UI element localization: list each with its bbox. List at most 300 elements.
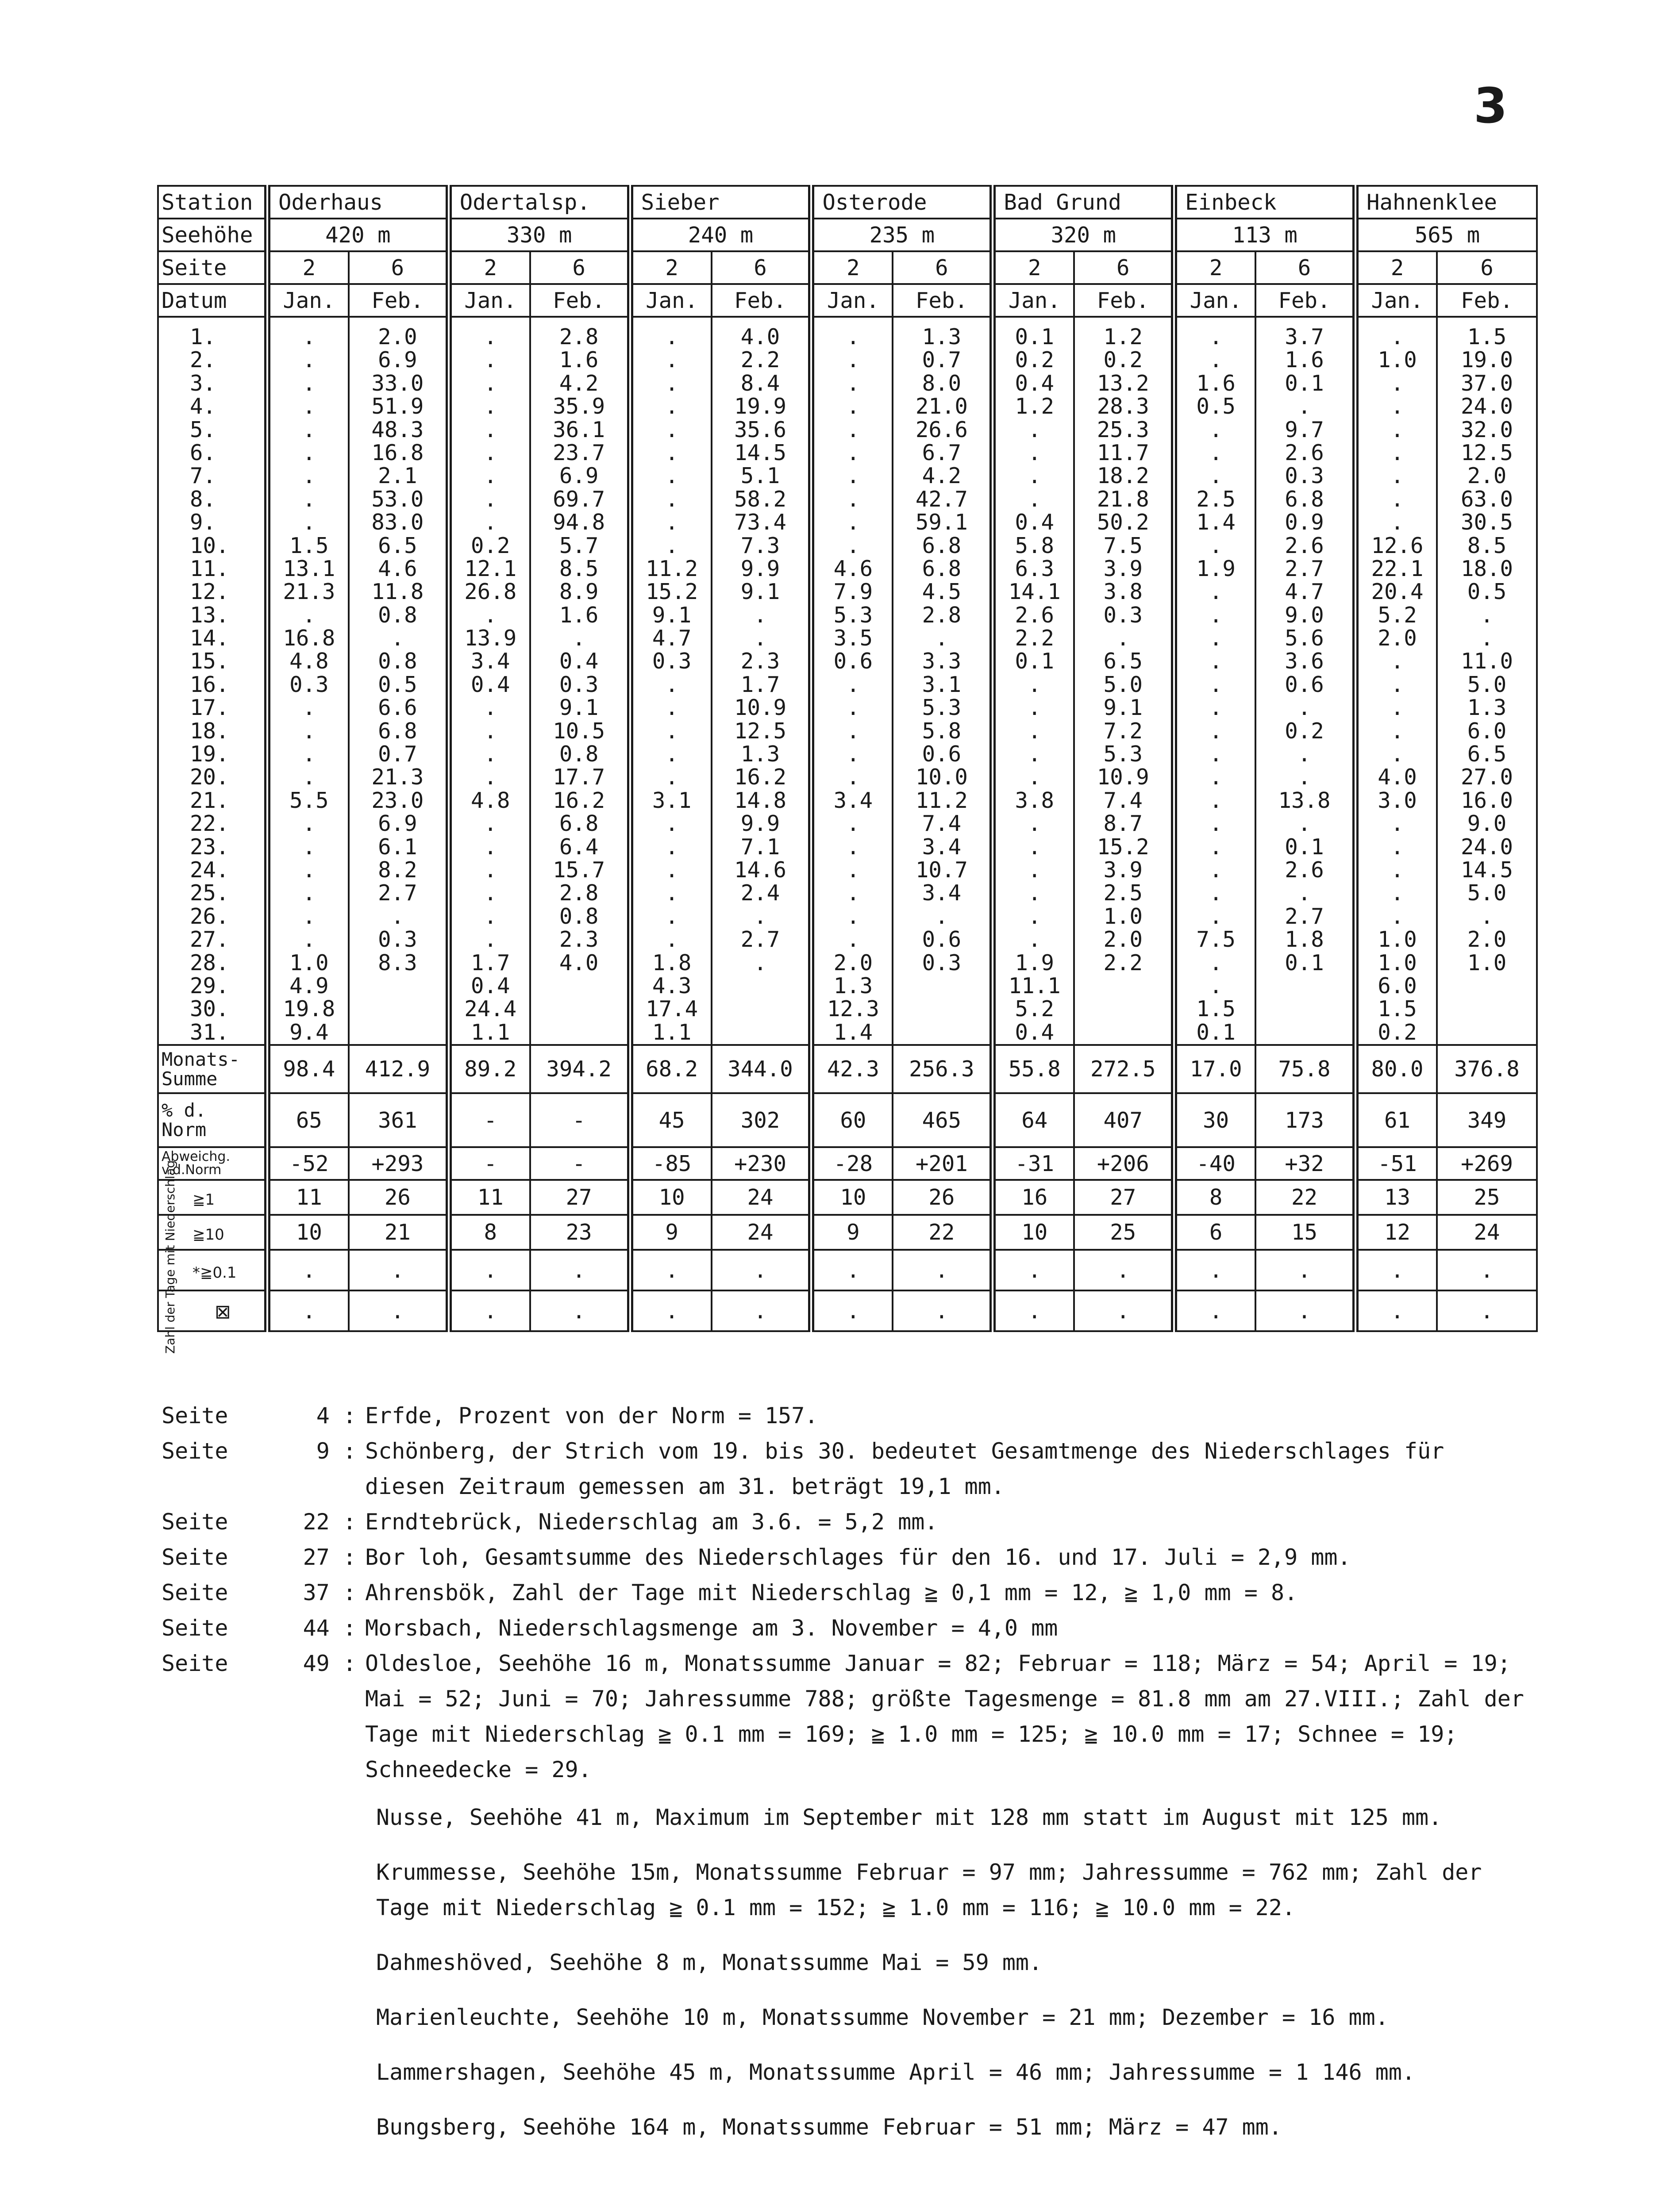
daily-column [1074,317,1174,1045]
daily-value: 9.0 [1467,811,1507,837]
daily-value: 22.1 [1371,556,1424,581]
daily-value: 0.4 [1015,370,1055,396]
abweichung-value: -31 [993,1147,1074,1180]
daily-value: 8.0 [922,370,962,396]
daily-value: 5.3 [1103,741,1143,767]
tage-ge-10-value: 12 [1355,1215,1437,1250]
daily-value: . [1028,880,1041,906]
daily-value: 3.4 [833,787,873,813]
daily-value: 0.3 [378,927,417,952]
daily-column [811,317,893,1045]
daily-value: 5.0 [1103,672,1143,697]
daily-column [993,317,1074,1045]
daily-value: 6.5 [1103,649,1143,674]
daily-value: . [1028,486,1041,512]
daily-value: 6.6 [378,695,417,721]
daily-value: 7.5 [1103,533,1143,558]
daily-value: . [484,602,497,628]
daily-value: 13.9 [464,626,517,651]
daily-value: . [1390,324,1404,349]
daily-value: 1.3 [922,324,962,349]
column-month: Feb. [1074,284,1174,317]
monatssumme-value: 42.3 [811,1045,893,1093]
footnote-num: 49 : [303,1651,356,1676]
daily-value: 21.3 [283,579,335,605]
daily-value: 13.2 [1097,370,1149,396]
daily-value: 12.5 [1460,440,1513,465]
schneedecke-value: . [811,1290,893,1331]
daily-value: 2.8 [922,602,962,628]
daily-value: . [665,510,678,535]
day-label: 2. [190,347,216,373]
column-seite: 2 [630,251,712,284]
daily-value: 0.1 [1285,370,1324,396]
daily-value: 2.0 [378,324,417,349]
station-elevation: 240 m [630,219,812,251]
daily-value: . [484,417,497,442]
daily-value: 6.8 [922,533,962,558]
day-label: 26. [190,903,229,929]
daily-value: . [665,417,678,442]
footnote-num: 27 : [303,1544,356,1570]
daily-value: 2.7 [1285,556,1324,581]
daily-value: . [847,857,860,883]
daily-value: . [847,927,860,952]
daily-value: 16.2 [734,764,787,790]
daily-value: 10.7 [915,857,968,883]
daily-value: 2.6 [1285,533,1324,558]
footnote-label: Seite [162,1580,228,1605]
daily-value: . [1209,973,1223,998]
daily-value: 6.5 [1467,741,1507,767]
daily-value: . [391,903,404,929]
daily-value: 2.2 [1103,950,1143,975]
day-labels [158,317,267,1045]
schneedecke-value: . [1174,1290,1255,1331]
snow-text: *≧0.1 [192,1263,237,1282]
daily-value: 4.5 [922,579,962,605]
daily-value: 5.7 [559,533,599,558]
schneedecke-value: . [1255,1290,1355,1331]
daily-value: . [302,347,316,373]
daily-value: 1.3 [1467,695,1507,721]
daily-value: . [1028,718,1041,744]
daily-value [1441,975,1532,998]
daily-value: . [302,811,316,837]
daily-value: 1.9 [1015,950,1055,975]
pct-norm-value: 30 [1174,1093,1255,1147]
daily-value: 5.6 [1285,626,1324,651]
daily-value: . [935,626,948,651]
daily-value: . [1297,741,1311,767]
daily-value: . [1390,370,1404,396]
daily-value: . [1390,903,1404,929]
daily-value: 2.3 [740,649,780,674]
daily-value: 35.6 [734,417,787,442]
schnee-row [158,1250,1537,1290]
daily-value: . [1028,903,1041,929]
column-month: Jan. [811,284,893,317]
day-label: 24. [190,857,229,883]
schnee-value: . [1437,1250,1537,1290]
daily-value: 11.7 [1097,440,1149,465]
abweichung-value: +293 [349,1147,449,1180]
daily-value: 9.1 [559,695,599,721]
daily-value: 3.4 [922,880,962,906]
daily-value: 6.0 [1467,718,1507,744]
daily-value: 1.0 [1103,903,1143,929]
monatssumme-value: 412.9 [349,1045,449,1093]
daily-value: 2.8 [559,880,599,906]
daily-value: . [1209,834,1223,860]
daily-value: 8.3 [378,950,417,975]
daily-column [1174,317,1255,1045]
daily-value: . [1390,417,1404,442]
daily-value: . [847,695,860,721]
daily-value: 0.3 [652,649,692,674]
daily-value: 14.1 [1008,579,1061,605]
abweichung-row [158,1147,1537,1180]
daily-value: 0.1 [1285,950,1324,975]
daily-value: 1.5 [289,533,329,558]
column-month: Feb. [349,284,449,317]
daily-value: . [1209,417,1223,442]
daily-value: . [302,324,316,349]
daily-value: 7.4 [1103,787,1143,813]
footnote-text: Schönberg, der Strich vom 19. bis 30. bedeutet Gesamtmenge des Niederschlages für diesen Zeitraum gemessen am 31. beträgt 19,1 mm. [365,1438,1444,1499]
footnote-label: Seite [162,1615,228,1641]
daily-value: 0.9 [1285,510,1324,535]
daily-value [535,1021,624,1044]
daily-value: 16.8 [283,626,335,651]
schnee-value: . [993,1250,1074,1290]
schnee-value: . [349,1250,449,1290]
tage-ge-1-value: 10 [811,1180,893,1215]
daily-value: 2.7 [1285,903,1324,929]
daily-value: 6.8 [922,556,962,581]
elevation-row [158,219,1537,251]
daily-value: 35.9 [553,394,605,419]
column-seite: 2 [1355,251,1437,284]
tage-ge-1-value: 26 [893,1180,993,1215]
footnote-text: Bor loh, Gesamtsumme des Niederschlages für den 16. und 17. Juli = 2,9 mm. [365,1544,1351,1570]
daily-value [1441,1021,1532,1044]
column-seite: 6 [1255,251,1355,284]
abweichung-value: -28 [811,1147,893,1180]
daily-value: 8.5 [559,556,599,581]
daily-value: . [665,811,678,837]
daily-value: 9.1 [652,602,692,628]
daily-value: 7.9 [833,579,873,605]
daily-value: . [302,440,316,465]
day-label: 16. [190,672,229,697]
daily-value: 9.1 [740,579,780,605]
daily-value: 1.0 [1467,950,1507,975]
daily-value: 0.3 [559,672,599,697]
daily-value: 6.9 [378,347,417,373]
daily-value: 42.7 [915,486,968,512]
daily-value: . [847,811,860,837]
daily-value: 53.0 [371,486,424,512]
footnote [162,1646,1533,1787]
daily-value: . [665,440,678,465]
footnote-text: Erndtebrück, Niederschlag am 3.6. = 5,2 mm. [365,1509,938,1535]
daily-value: 3.7 [1285,324,1324,349]
daily-value: . [1209,787,1223,813]
daily-value: 1.0 [1378,950,1417,975]
monatssumme-value: 17.0 [1174,1045,1255,1093]
daily-value: 2.8 [559,324,599,349]
tage-ge-1-value: 13 [1355,1180,1437,1215]
daily-value: 0.4 [1015,510,1055,535]
daily-value: 4.9 [289,973,329,998]
day-label: 20. [190,764,229,790]
daily-value: 0.3 [289,672,329,697]
daily-value: . [935,903,948,929]
daily-value: 6.9 [378,811,417,837]
daily-value: . [847,370,860,396]
station-name: Einbeck [1174,186,1355,219]
tage-ge-10-value: 21 [349,1215,449,1250]
daily-value: 0.8 [559,903,599,929]
station-name: Bad Grund [993,186,1174,219]
daily-value: . [847,764,860,790]
daily-value: 1.6 [1196,370,1236,396]
column-month: Jan. [449,284,530,317]
day-label: 8. [190,486,216,512]
daily-value: 21.0 [915,394,968,419]
day-label: 15. [190,649,229,674]
daily-value: 1.3 [833,973,873,998]
daily-value: 4.2 [559,370,599,396]
daily-value: . [1390,440,1404,465]
day-label: 6. [190,440,216,465]
tage-ge-1-value: 11 [267,1180,349,1215]
pct-norm-row [158,1093,1537,1147]
daily-value [897,998,986,1021]
monatssumme-value: 256.3 [893,1045,993,1093]
daily-value: 1.0 [1378,927,1417,952]
pct-norm-value: 60 [811,1093,893,1147]
pct-norm-value: 302 [712,1093,812,1147]
daily-value: 5.0 [1467,672,1507,697]
daily-column [893,317,993,1045]
daily-value: 5.8 [922,718,962,744]
daily-value [535,975,624,998]
daily-value: . [484,394,497,419]
daily-value [716,998,805,1021]
daily-value: 4.2 [922,463,962,489]
daily-value: 17.7 [553,764,605,790]
schneedecke-value: . [449,1290,530,1331]
column-month: Feb. [893,284,993,317]
station-elevation: 320 m [993,219,1174,251]
daily-value: 0.1 [1015,324,1055,349]
daily-column [267,317,349,1045]
column-seite: 2 [449,251,530,284]
daily-value: . [1390,857,1404,883]
daily-value: 11.1 [1008,973,1061,998]
daily-value: 14.5 [734,440,787,465]
daily-value: 3.5 [833,626,873,651]
daily-value [353,998,442,1021]
daily-value: 12.6 [1371,533,1424,558]
daily-value: 6.4 [559,834,599,860]
pct-norm-value: 349 [1437,1093,1537,1147]
daily-value: 1.0 [289,950,329,975]
daily-value: . [1297,394,1311,419]
daily-value: . [665,927,678,952]
day-label: 13. [190,602,229,628]
daily-value: 10.9 [734,695,787,721]
seite-row [158,251,1537,284]
abweichung-value: +206 [1074,1147,1174,1180]
daily-value: . [302,834,316,860]
daily-column [630,317,712,1045]
daily-value: 19.0 [1460,347,1513,373]
column-seite: 2 [993,251,1074,284]
daily-value: 4.7 [652,626,692,651]
pct-norm-value: 64 [993,1093,1074,1147]
column-seite: 6 [893,251,993,284]
daily-value: 7.1 [740,834,780,860]
daily-value: 4.6 [378,556,417,581]
daily-value: . [484,510,497,535]
daily-value: 83.0 [371,510,424,535]
daily-value: . [1209,764,1223,790]
daily-value: . [1209,880,1223,906]
daily-value: 24.0 [1460,394,1513,419]
daily-value: . [1209,649,1223,674]
daily-value: . [1209,950,1223,975]
daily-value: 1.6 [559,347,599,373]
daily-value: . [1028,463,1041,489]
daily-value: 9.1 [1103,695,1143,721]
daily-value: . [1209,695,1223,721]
daily-value: 5.5 [289,787,329,813]
daily-value: 12.1 [464,556,517,581]
seite-label: Seite [158,251,267,284]
daily-value: 59.1 [915,510,968,535]
column-seite: 6 [349,251,449,284]
tage-ge-1-value: 26 [349,1180,449,1215]
daily-value: 11.2 [646,556,698,581]
column-month: Feb. [530,284,630,317]
daily-value: 16.8 [371,440,424,465]
extra-note: Nusse, Seehöhe 41 m, Maximum im September mit 128 mm statt im August mit 125 mm. [376,1805,1442,1830]
daily-value: 3.1 [922,672,962,697]
station-name: Oderhaus [267,186,449,219]
schnee-value: . [1074,1250,1174,1290]
daily-value: 11.8 [371,579,424,605]
footnote-text: Erfde, Prozent von der Norm = 157. [365,1403,818,1429]
day-label: 5. [190,417,216,442]
station-name: Osterode [811,186,993,219]
daily-value: 1.7 [740,672,780,697]
daily-value: 7.2 [1103,718,1143,744]
daily-value: 3.8 [1015,787,1055,813]
daily-value: 1.3 [740,741,780,767]
daily-value: 0.4 [470,672,510,697]
daily-value: . [302,927,316,952]
schneedecke-row [158,1290,1537,1331]
footnote [162,1398,1533,1433]
datum-label: Datum [158,284,267,317]
daily-value: . [1209,811,1223,837]
daily-value: 5.2 [1015,996,1055,1022]
daily-value: 73.4 [734,510,787,535]
daily-value: . [302,741,316,767]
daily-value: . [754,903,767,929]
daily-value: 51.9 [371,394,424,419]
daily-value: . [1028,672,1041,697]
tage-ge-10-value: 22 [893,1215,993,1250]
daily-value [353,975,442,998]
daily-value: 3.0 [1378,787,1417,813]
page-number: 3 [1474,77,1508,134]
daily-value: 19.9 [734,394,787,419]
daily-value: 0.6 [922,741,962,767]
tage-ge-10-value: 24 [712,1215,812,1250]
day-label: 12. [190,579,229,605]
abweichung-value: +269 [1437,1147,1537,1180]
daily-value [716,1021,805,1044]
daily-value: 2.5 [1196,486,1236,512]
pct-norm-value: 465 [893,1093,993,1147]
daily-value: 8.7 [1103,811,1143,837]
daily-value: . [665,394,678,419]
daily-value: . [665,486,678,512]
daily-value: 1.5 [1467,324,1507,349]
abweichung-text: Abweichg. v.d.Norm [162,1149,230,1178]
daily-value: . [1028,741,1041,767]
daily-value: 3.1 [652,787,692,813]
daily-value: . [847,718,860,744]
daily-value: 14.6 [734,857,787,883]
extra-note: Krummesse, Seehöhe 15m, Monatssumme Februar = 97 mm; Jahressumme = 762 mm; Zahl der Tage mit Niederschlag ≧ 0.1 mm = 152; ≧ 1.0 mm = 116; ≧ 10.0 mm = 22. [376,1859,1482,1920]
daily-value: . [665,834,678,860]
datum-row [158,284,1537,317]
daily-value: . [665,324,678,349]
abweichung-value: +32 [1255,1147,1355,1180]
pct-norm-value: - [530,1093,630,1147]
daily-value: 11.0 [1460,649,1513,674]
daily-value: . [1297,880,1311,906]
daily-value: 16.2 [553,787,605,813]
daily-column [1437,317,1537,1045]
daily-value: 32.0 [1460,417,1513,442]
monatssumme-text: Monats- Summe [162,1048,240,1090]
footnote-num: 44 : [303,1615,356,1641]
daily-value: 12.5 [734,718,787,744]
day-label: 18. [190,718,229,744]
daily-value: . [302,394,316,419]
daily-value: 16.0 [1460,787,1513,813]
daily-value: 0.3 [922,950,962,975]
daily-value: . [1028,927,1041,952]
daily-value: 1.0 [1378,347,1417,373]
daily-column [349,317,449,1045]
schneedecke-value: . [993,1290,1074,1331]
extra-note: Lammershagen, Seehöhe 45 m, Monatssumme April = 46 mm; Jahressumme = 1 146 mm. [376,2059,1415,2085]
daily-value: 0.1 [1196,1019,1236,1045]
extra-note: Marienleuchte, Seehöhe 10 m, Monatssumme November = 21 mm; Dezember = 16 mm. [376,2005,1389,2030]
daily-value: . [1028,440,1041,465]
monatssumme-row [158,1045,1537,1093]
daily-value: 2.2 [740,347,780,373]
daily-value: 0.5 [378,672,417,697]
daily-value: 4.8 [470,787,510,813]
